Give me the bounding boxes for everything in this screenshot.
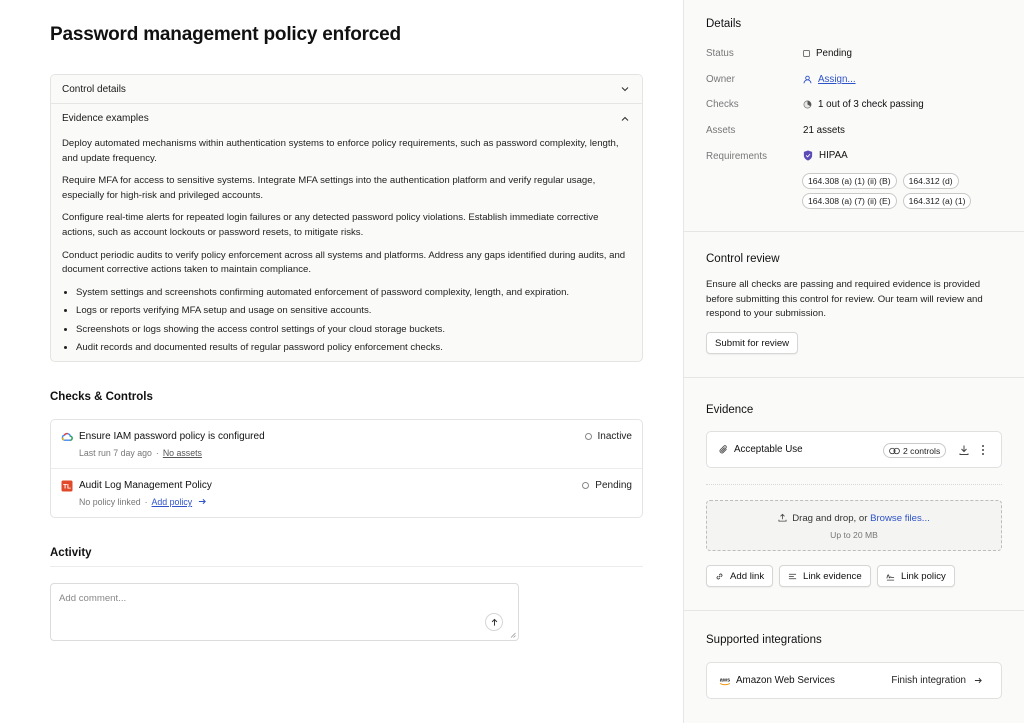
requirement-tag[interactable]: 164.312 (d) xyxy=(903,173,959,189)
separator-dot: · xyxy=(155,448,159,458)
controls-count-badge[interactable] xyxy=(883,443,946,458)
integration-item[interactable] xyxy=(706,662,1002,699)
add-link-label: Add link xyxy=(730,570,765,582)
evidence-paragraph: Deploy automated mechanisms within authentication systems to enforce policy requirements, such as password complexity, length, and update frequency. xyxy=(62,138,619,164)
status-label: Inactive xyxy=(597,431,632,442)
evidence-item[interactable] xyxy=(706,431,1002,468)
google-cloud-icon xyxy=(61,431,73,443)
control-review-text: Ensure all checks are passing and required evidence is provided before submitting this control for review. Our team will review and respond to your submission. xyxy=(706,279,983,320)
arrow-right-icon xyxy=(974,676,983,685)
details-sidebar xyxy=(683,0,1024,723)
requirement-tags xyxy=(802,173,1012,209)
link-icon xyxy=(715,572,724,581)
check-row[interactable] xyxy=(51,469,642,518)
requirements-label: Requirements xyxy=(706,151,767,162)
check-policy-status: No policy linked xyxy=(79,497,141,507)
dropzone-main xyxy=(707,513,1001,524)
requirement-tag[interactable]: 164.308 (a) (7) (ii) (E) xyxy=(802,193,897,209)
integration-name: Amazon Web Services xyxy=(736,675,835,686)
add-link-button[interactable] xyxy=(706,565,773,587)
no-assets-link[interactable]: No assets xyxy=(162,448,202,458)
user-icon xyxy=(803,75,812,84)
comment-box xyxy=(50,583,519,641)
control-details-label: Control details xyxy=(62,83,126,95)
evidence-name: Acceptable Use xyxy=(734,444,803,455)
upload-icon xyxy=(778,513,787,522)
assign-owner-link[interactable]: Assign... xyxy=(818,74,856,85)
evidence-bullet: • System settings and screenshots confirming automated enforcement of password complexity, length, and expiration. xyxy=(76,286,631,300)
divider xyxy=(706,484,1002,488)
evidence-paragraph: Configure real-time alerts for repeated login failures or any detected password policy violations. Establish immediate corrective actions, such as account lockouts or password resets, to mitigate risks. xyxy=(62,212,599,238)
file-dropzone[interactable] xyxy=(706,500,1002,551)
finish-integration-label: Finish integration xyxy=(891,675,966,686)
divider xyxy=(684,610,1024,611)
controls-count-label: 2 controls xyxy=(903,445,941,456)
download-icon[interactable] xyxy=(958,444,970,456)
page-title: Password management policy enforced xyxy=(50,24,401,45)
checks-section-title: Checks & Controls xyxy=(50,391,153,403)
link-policy-label: Link policy xyxy=(901,570,946,582)
evidence-bullet-list xyxy=(76,286,631,356)
svg-text:TL: TL xyxy=(63,483,71,491)
link-chain-icon xyxy=(889,447,900,455)
requirement-tag[interactable]: 164.312 (a) (1) xyxy=(903,193,972,209)
evidence-bullet: • Screenshots or logs showing the access control settings of your cloud storage buckets. xyxy=(76,323,631,337)
evidence-bullet: • Logs or reports verifying MFA setup and usage on sensitive accounts. xyxy=(76,304,631,318)
link-policy-button[interactable] xyxy=(877,565,955,587)
checks-value xyxy=(803,99,924,110)
control-accordion xyxy=(50,74,643,362)
hipaa-shield-icon xyxy=(803,150,813,161)
status-badge xyxy=(582,480,632,491)
status-label: Status xyxy=(706,48,734,59)
divider xyxy=(684,231,1024,232)
details-title: Details xyxy=(706,18,742,30)
finish-integration-button[interactable] xyxy=(891,675,983,686)
check-title: Audit Log Management Policy xyxy=(79,480,212,491)
separator-dot: · xyxy=(144,497,148,507)
resize-handle-icon[interactable] xyxy=(510,632,516,638)
arrow-up-icon xyxy=(490,618,499,627)
link-evidence-label: Link evidence xyxy=(803,570,862,582)
evidence-paragraph: Require MFA for access to sensitive systems. Integrate MFA settings into the authentication platform and verify regular usage, especially for high-risk and privileged accounts. xyxy=(62,175,596,201)
requirements-value xyxy=(803,150,848,161)
link-evidence-button[interactable] xyxy=(779,565,871,587)
requirement-tag[interactable]: 164.308 (a) (1) (ii) (B) xyxy=(802,173,897,189)
control-details-header[interactable] xyxy=(51,75,642,104)
divider xyxy=(684,377,1024,378)
check-subtitle xyxy=(79,448,202,458)
status-value[interactable] xyxy=(803,48,852,59)
divider xyxy=(50,566,643,567)
owner-label: Owner xyxy=(706,74,735,85)
hipaa-text: HIPAA xyxy=(819,150,848,161)
check-row[interactable] xyxy=(51,420,642,469)
svg-text:aws: aws xyxy=(719,677,731,684)
evidence-examples-header[interactable] xyxy=(51,104,642,133)
dropzone-limit: Up to 20 MB xyxy=(830,530,878,540)
status-text: Pending xyxy=(816,48,852,59)
status-square-icon xyxy=(803,50,810,57)
comment-input[interactable] xyxy=(51,584,518,640)
evidence-examples-label: Evidence examples xyxy=(62,113,149,124)
check-last-run: Last run 7 day ago xyxy=(79,448,152,458)
checks-text: 1 out of 3 check passing xyxy=(818,99,924,110)
paperclip-icon xyxy=(718,444,730,456)
evidence-bullet: • Audit records and documented results of regular password policy enforcement checks. xyxy=(76,341,631,355)
control-review-title: Control review xyxy=(706,253,780,265)
dropzone-text: Drag and drop, or xyxy=(792,513,868,524)
status-badge xyxy=(585,431,632,442)
activity-section-title: Activity xyxy=(50,547,92,559)
tl-policy-icon xyxy=(61,480,73,492)
send-comment-button[interactable] xyxy=(485,613,503,631)
browse-files-link[interactable]: Browse files... xyxy=(870,513,930,524)
owner-value[interactable] xyxy=(803,74,856,85)
pie-progress-icon xyxy=(803,100,812,109)
submit-for-review-button[interactable] xyxy=(706,332,798,354)
checks-list xyxy=(50,419,643,518)
assets-label: Assets xyxy=(706,125,736,136)
chevron-up-icon xyxy=(619,113,631,125)
evidence-examples-body xyxy=(51,133,642,355)
checks-label: Checks xyxy=(706,99,739,110)
list-icon xyxy=(788,572,797,581)
evidence-title: Evidence xyxy=(706,404,754,416)
arrow-right-icon xyxy=(198,497,207,506)
chevron-down-icon xyxy=(619,83,631,95)
integrations-title: Supported integrations xyxy=(706,634,822,646)
evidence-paragraph: Conduct periodic audits to verify policy enforcement across all systems and platforms. Address any gaps identified during audits, and document corrective actions taken to maintain compliance. xyxy=(62,249,626,276)
check-title: Ensure IAM password policy is configured xyxy=(79,431,265,442)
submit-for-review-label: Submit for review xyxy=(715,337,790,349)
status-label: Pending xyxy=(595,480,632,491)
more-vertical-icon[interactable] xyxy=(978,443,988,457)
aws-logo-icon xyxy=(718,676,732,686)
status-circle-icon xyxy=(585,433,592,440)
policy-signature-icon xyxy=(886,572,895,581)
add-policy-link[interactable]: Add policy xyxy=(151,497,193,507)
assets-value[interactable]: 21 assets xyxy=(803,125,845,136)
check-subtitle xyxy=(79,497,207,507)
status-circle-icon xyxy=(582,482,589,489)
